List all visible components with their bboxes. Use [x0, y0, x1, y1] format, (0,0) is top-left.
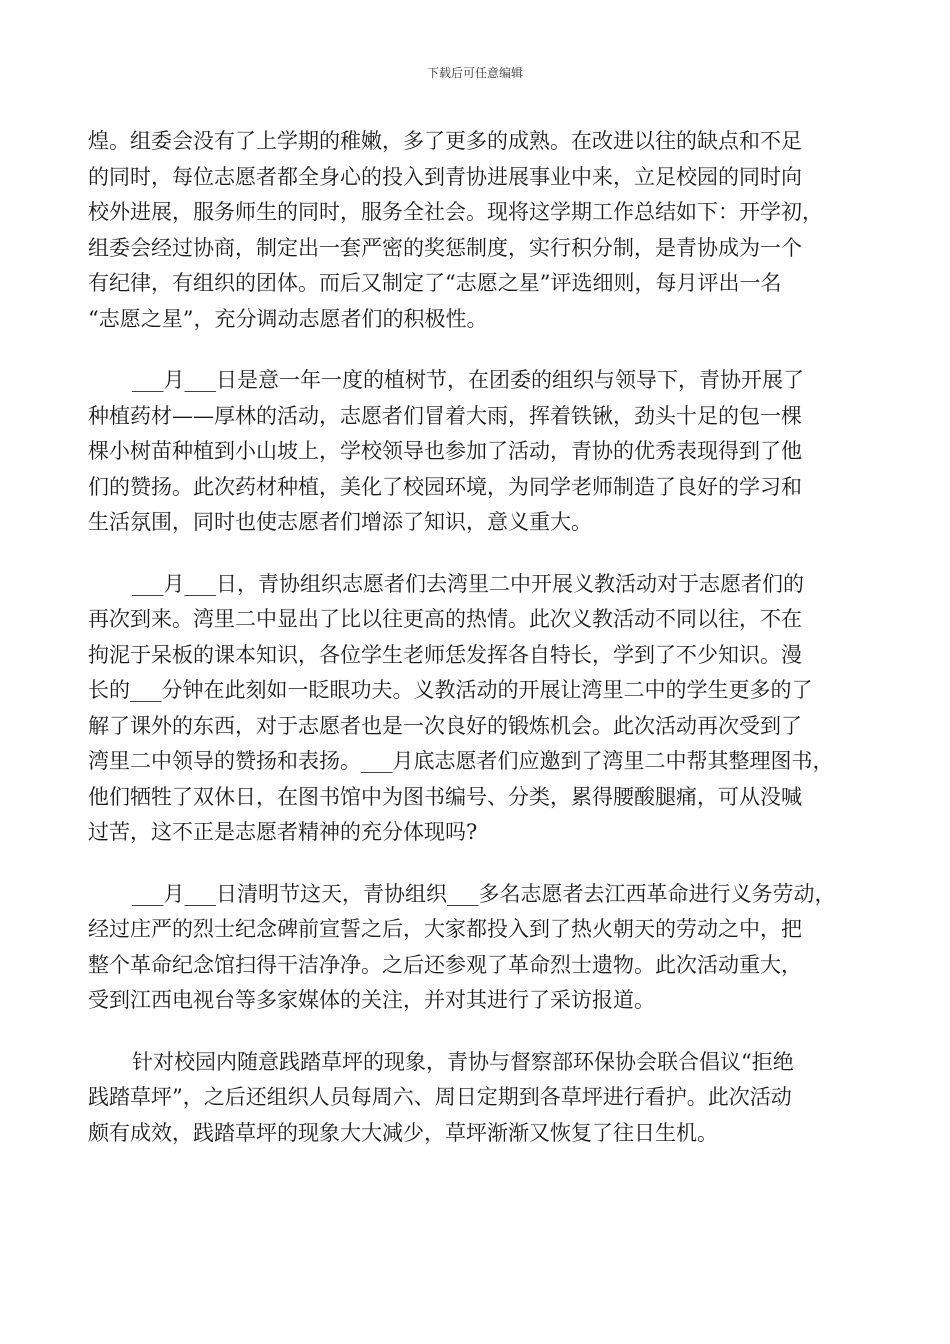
text-line: ___月___日是意一年一度的植树节，在团委的组织与领导下，青协开展了 — [132, 368, 804, 392]
text-line: 践踏草坪”，之后还组织人员每周六、周日定期到各草坪进行看护。此次活动 — [88, 1085, 792, 1109]
text-line: 湾里二中领导的赞扬和表扬。___月底志愿者们应邀到了湾里二中帮其整理图书， — [88, 749, 834, 773]
paragraph-2 — [88, 363, 868, 541]
text-line: 拘泥于呆板的课本知识，各位学生老师恁发挥各自特长，学到了不少知识。漫 — [88, 642, 802, 667]
text-line: 煌。组委会没有了上学期的稚嫩，多了更多的成熟。在改进以往的缺点和不足 — [88, 129, 802, 153]
text-line: 长的___分钟在此刻如一眨眼功夫。义教活动的开展让湾里二中的学生更多的了 — [88, 678, 813, 702]
text-line: 们的赞扬。此次药材种植，美化了校园环境，为同学老师制造了良好的学习和 — [88, 474, 802, 499]
text-line: ___月___日清明节这天，青协组织___多名志愿者去江西革命进行义务劳动， — [132, 881, 836, 906]
paragraph-4 — [88, 877, 868, 1019]
text-line: ___月___日，青协组织志愿者们去湾里二中开展义教活动对于志愿者们的 — [132, 571, 804, 596]
paragraph-1 — [88, 124, 868, 337]
paragraph-5 — [88, 1045, 868, 1152]
text-line: 棵小树苗种植到小山坡上，学校领导也参加了活动，青协的优秀表现得到了他 — [88, 439, 802, 463]
text-line: 整个革命纪念馆扫得干洁净净。之后还参观了革命烈士遗物。此次活动重大， — [88, 952, 802, 977]
document-body — [88, 124, 868, 1151]
text-line: 过苦，这不正是志愿者精神的充分体现吗? — [88, 820, 478, 844]
text-line: 受到江西电视台等多家媒体的关注，并对其进行了采访报道。 — [88, 988, 655, 1012]
text-line: 组委会经过协商，制定出一套严密的奖惩制度，实行积分制，是青协成为一个 — [88, 235, 802, 260]
text-line: 解了课外的东西，对于志愿者也是一次良好的锻炼机会。此次活动再次受到了 — [88, 713, 802, 738]
text-line: 他们牺牲了双休日，在图书馆中为图书编号、分类，累得腰酸腿痛，可从没喊 — [88, 784, 802, 809]
text-line: 生活氛围，同时也使志愿者们增添了知识，意义重大。 — [88, 510, 592, 534]
text-line: 有纪律，有组织的团体。而后又制定了“志愿之星”评选细则，每月评出一名 — [88, 271, 782, 295]
text-line: 再次到来。湾里二中显出了比以往更高的热情。此次义教活动不同以往，不在 — [88, 607, 802, 631]
page-header: 下载后可任意编辑 — [426, 66, 523, 80]
text-line: 的同时，每位志愿者都全身心的投入到青协进展事业中来，立足校园的同时向 — [88, 164, 802, 189]
text-line: 颇有成效，践踏草坪的现象大大减少，草坪渐渐又恢复了往日生机。 — [88, 1120, 718, 1145]
text-line: 校外进展，服务师生的同时，服务全社会。现将这学期工作总结如下：开学初， — [88, 200, 823, 224]
text-line: “志愿之星”，充分调动志愿者们的积极性。 — [88, 306, 488, 331]
text-line: 种植药材——厚林的活动，志愿者们冒着大雨，挥着铁锹，劲头十足的包一棵 — [88, 403, 802, 428]
text-line: 经过庄严的烈士纪念碑前宣誓之后，大家都投入到了热火朝天的劳动之中，把 — [88, 917, 802, 941]
paragraph-3 — [88, 567, 868, 851]
text-line: 针对校园内随意践踏草坪的现象，青协与督察部环保协会联合倡议“拒绝 — [132, 1049, 794, 1074]
